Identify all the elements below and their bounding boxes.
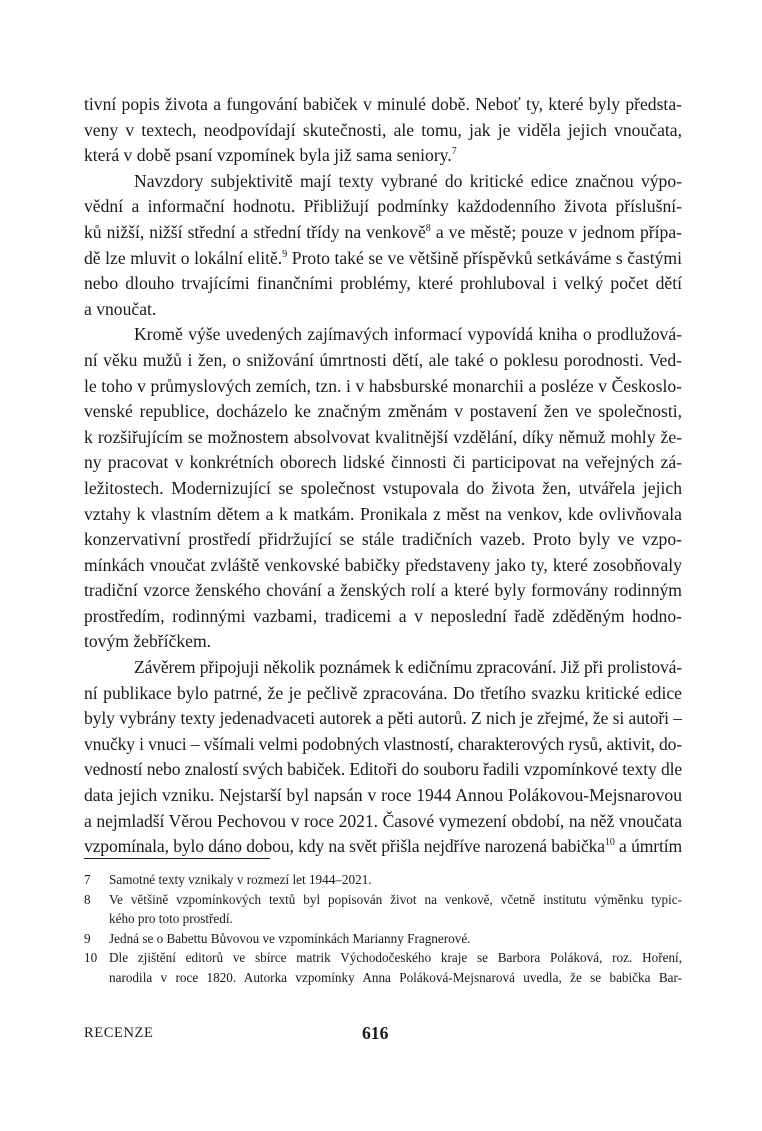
paragraph-3 [84, 322, 682, 655]
footnote-line: Jedná se o Babettu Bůvovou ve vzpomínkách Marianny Fragnerové. [109, 930, 471, 946]
text-line: vědní a informační hodnotu. Přibližují podmínky každodenního života příslušní- [84, 196, 682, 217]
text-span: a úmrtím [614, 836, 682, 857]
text-line: nebo dlouho trvajícími finančními problémy, které prohluboval i velký počet dětí [84, 273, 682, 294]
text-line: tovým žebříčkem. [84, 631, 212, 652]
footnote-text [109, 870, 682, 890]
text-span: dě lze mluvit o lokální elitě. [84, 247, 283, 268]
text-line: a vnoučat. [84, 298, 157, 319]
text-line: data jejich vzniku. Nejstarší byl napsán v roce 1944 Annou Polákovou-Mejsnarovou [84, 785, 682, 806]
text-span: ků nižší, nižší střední a střední třídy na venkově [84, 221, 426, 242]
text-line: konzervativní prostředí přidržující se stále tradičních vazeb. Proto byly ve vzpo- [84, 529, 682, 550]
main-text [84, 92, 682, 860]
text-span: která v době psaní vzpomínek byla již sama seniory. [84, 145, 452, 166]
footnote-number: 8 [84, 891, 91, 907]
text-line: vnučky i vnuci – všímali velmi podobných vlastností, charakterových rysů, aktivit, do- [84, 733, 682, 754]
footnote-text [109, 890, 682, 929]
text-line: Navzdory subjektivitě mají texty vybrané do kritické edice značnou výpo- [134, 170, 682, 191]
text-line: venské republice, docházelo ke značným změnám v postavení žen ve společnosti, [84, 401, 682, 422]
text-line: byly vybrány texty jedenadvaceti autorek a pěti autorů. Z nich je zřejmé, že si autoři – [84, 708, 682, 729]
text-line: Závěrem připojuji několik poznámek k edičnímu zpracování. Již při prolistová- [134, 657, 682, 678]
page-number: 616 [362, 1023, 389, 1043]
footnote-line: narodila v roce 1820. Autorka vzpomínky Anna Poláková-Mejsnarová uvedla, že se babička Bar- [109, 969, 682, 985]
text-line: ležitostech. Modernizující se společnost vstupovala do života žen, utvářela jejich [84, 477, 682, 498]
footnote-line: Samotné texty vznikaly v rozmezí let 1944–2021. [109, 872, 372, 887]
text-line: k rozšiřujícím se možnostem absolvovat kvalitnější vzdělání, díky němuž mohly že- [84, 426, 682, 447]
footnote-10 [84, 948, 682, 987]
text-line: veny v textech, neodpovídají skutečnosti, ale tomu, jak je viděla jejich vnoučata, [84, 119, 682, 140]
text-span: Proto také se ve většině příspěvků setkáváme s častými [287, 247, 683, 268]
footnote-ref-7[interactable]: 7 [451, 146, 457, 158]
text-line: vztahy k vlastním dětem a k matkám. Pronikala z měst na venkov, kde ovlivňovala [84, 503, 682, 524]
text-line: Kromě výše uvedených zajímavých informací vypovídá kniha o prodlužová- [134, 324, 682, 345]
text-line: ní publikace bylo patrné, že je pečlivě zpracována. Do třetího svazku kritické edice [84, 682, 682, 703]
footnote-text [109, 929, 682, 949]
footnote-number: 10 [84, 950, 98, 965]
text-line [84, 246, 682, 272]
footnote-ref-10[interactable]: 10 [604, 837, 615, 849]
footnote-number: 9 [84, 930, 91, 946]
text-span: vzpomínala, bylo dáno dobou, kdy na svět přišla nejdříve narozená babička [84, 836, 605, 857]
text-line: prostředím, rodinnými vazbami, tradicemi a v neposlední řadě zděděným hodno- [84, 605, 682, 626]
footnotes [84, 870, 682, 987]
footnote-ref-9[interactable]: 9 [282, 248, 288, 260]
footnote-ref-8[interactable]: 8 [425, 222, 431, 234]
footnote-separator [84, 858, 270, 859]
footnote-7 [84, 870, 682, 890]
text-line [84, 143, 682, 169]
footnote-line: Dle zjištění editorů ve sbírce matrik Východočeského kraje se Barbora Poláková, roz. Hoření, [109, 950, 682, 965]
text-span: a ve městě; pouze v jednom přípa- [430, 221, 683, 242]
footnote-line: kého pro toto prostředí. [109, 911, 233, 926]
footnote-9 [84, 929, 682, 949]
text-line: mínkách vnoučat zvláště venkovské babičky představeny jako ty, které zosobňovaly [84, 554, 682, 575]
paragraph-4 [84, 655, 682, 860]
footnote-8 [84, 890, 682, 929]
text-line: ny pracovat v konkrétních oborech lidské činnosti či participovat na veřejných zá- [84, 452, 682, 473]
text-line: a nejmladší Věrou Pechovou v roce 2021. Časové vymezení období, na něž vnoučata [84, 810, 682, 831]
text-line: le toho v průmyslových zemích, tzn. i v habsburské monarchii a posléze v Českoslo- [84, 375, 682, 396]
text-line [84, 834, 682, 860]
text-line: tivní popis života a fungování babiček v minulé době. Neboť ty, které byly předsta- [84, 94, 682, 114]
footnote-line: Ve většině vzpomínkových textů byl popisován život na venkově, včetně institutu výměnku typic- [109, 891, 682, 907]
text-line: ní věku mužů i žen, o snižování úmrtnosti dětí, ale také o poklesu porodnosti. Ved- [84, 349, 682, 370]
footnote-text [109, 948, 682, 987]
paragraph-2 [84, 169, 682, 323]
text-line: tradiční vzorce ženského chování a ženských rolí a které byly formovány rodinným [84, 580, 682, 601]
text-line [84, 220, 682, 246]
text-line: vedností nebo znalostí svých babiček. Editoři do souboru řadili vzpomínkové texty dle [84, 759, 682, 780]
paragraph-1 [84, 92, 682, 169]
running-footer: RECENZE [84, 1025, 154, 1041]
footnote-number: 7 [84, 872, 91, 887]
